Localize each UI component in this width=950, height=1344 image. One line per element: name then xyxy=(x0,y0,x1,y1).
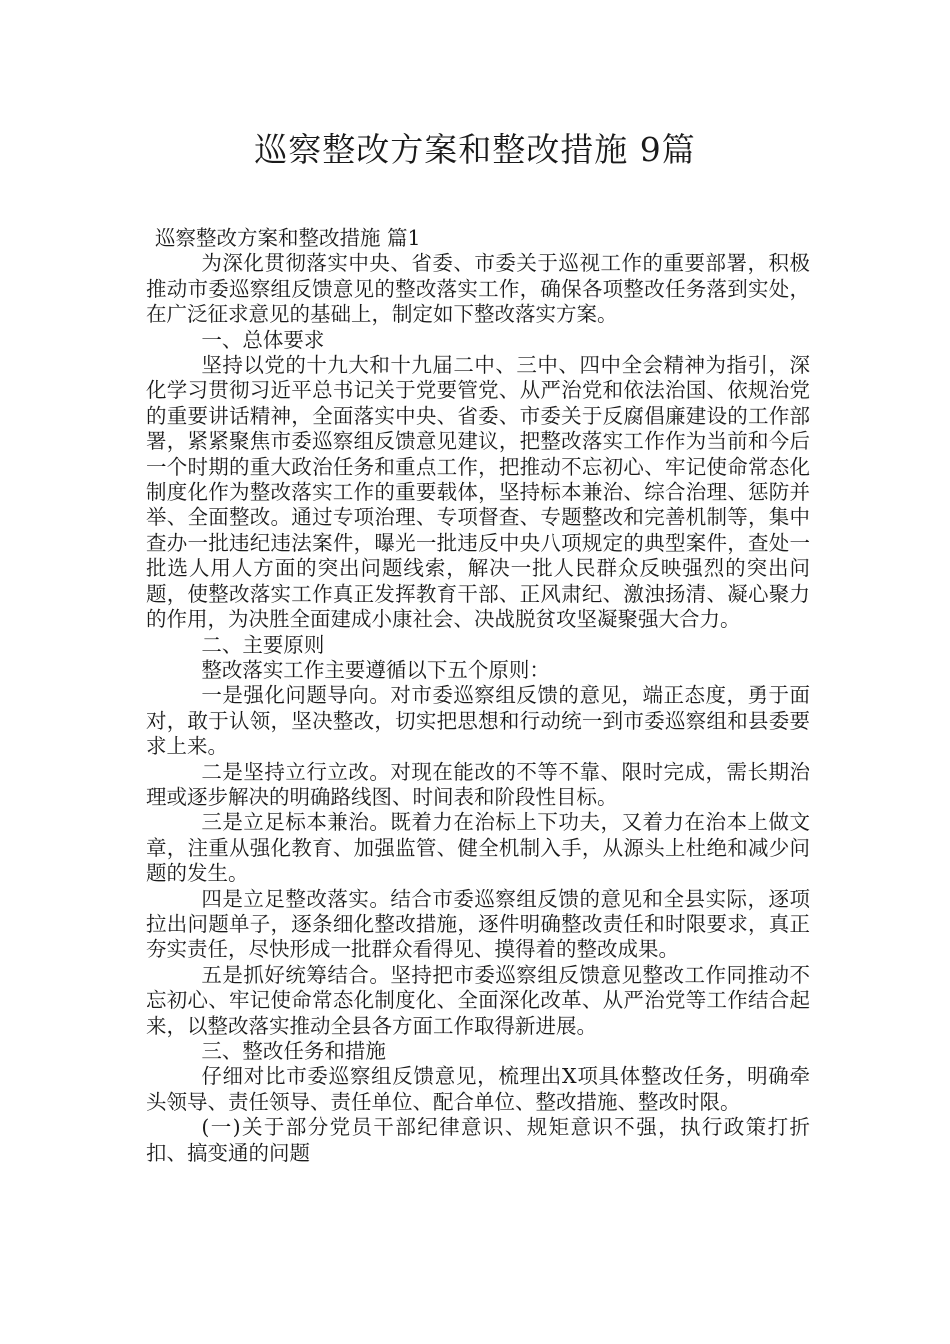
paragraph: 四是立足整改落实。结合市委巡察组反馈的意见和全县实际，逐项拉出问题单子，逐条细化整改措施，逐件明确整改责任和时限要求，真正夯实责任，尽快形成一批群众看得见、摸得着的整改成果。 xyxy=(146,886,810,962)
paragraph: 五是抓好统筹结合。坚持把市委巡察组反馈意见整改工作同推动不忘初心、牢记使命常态化制度化、全面深化改革、从严治党等工作结合起来，以整改落实推动全县各方面工作取得新进展。 xyxy=(146,962,810,1038)
subheading: 二、主要原则 xyxy=(201,632,325,657)
subheading: 三、整改任务和措施 xyxy=(201,1039,386,1063)
section-heading: 巡察整改方案和整改措施 篇1 xyxy=(155,226,421,250)
document-body xyxy=(146,226,810,1166)
paragraph: 整改落实工作主要遵循以下五个原则： xyxy=(201,657,550,682)
paragraph: 三是立足标本兼治。既着力在治标上下功夫，又着力在治本上做文章，注重从强化教育、加强监管、健全机制入手，从源头上杜绝和减少问题的发生。 xyxy=(146,810,810,886)
paragraph: (一)关于部分党员干部纪律意识、规矩意识不强，执行政策打折扣、搞变通的问题 xyxy=(146,1115,810,1165)
subheading: 一、总体要求 xyxy=(201,327,325,352)
paragraph: 二是坚持立行立改。对现在能改的不等不靠、限时完成，需长期治理或逐步解决的明确路线图、时间表和阶段性目标。 xyxy=(146,759,810,809)
document-title: 巡察整改方案和整改措施 9篇 xyxy=(254,130,696,169)
paragraph: 坚持以党的十九大和十九届二中、三中、四中全会精神为指引，深化学习贯彻习近平总书记关于党要管党、从严治党和依法治国、依规治党的重要讲话精神，全面落实中央、省委、市委关于反腐倡廉建设的工作部署，紧紧聚焦市委巡察组反馈意见建议，把整改落实工作作为当前和今后一个时期的重大政治任务和重点工作，把推动不忘初心、牢记使命常态化制度化作为整改落实工作的重要载体，坚持标本兼治、综合治理、惩防并举、全面整改。通过专项治理、专项督查、专题整改和完善机制等，集中查办一批违纪违法案件，曝光一批违反中央八项规定的典型案件，查处一批选人用人方面的突出问题线索，解决一批人民群众反映强烈的突出问题，使整改落实工作真正发挥教育干部、正风肃纪、激浊扬清、凝心聚力的作用，为决胜全面建成小康社会、决战脱贫攻坚凝聚强大合力。 xyxy=(146,353,810,632)
paragraph: 为深化贯彻落实中央、省委、市委关于巡视工作的重要部署，积极推动市委巡察组反馈意见的整改落实工作，确保各项整改任务落到实处，在广泛征求意见的基础上，制定如下整改落实方案。 xyxy=(146,251,810,327)
paragraph: 仔细对比市委巡察组反馈意见，梳理出X项具体整改任务，明确牵头领导、责任领导、责任单位、配合单位、整改措施、整改时限。 xyxy=(146,1064,810,1114)
paragraph: 一是强化问题导向。对市委巡察组反馈的意见，端正态度，勇于面对，敢于认领，坚决整改，切实把思想和行动统一到市委巡察组和县委要求上来。 xyxy=(146,683,810,759)
